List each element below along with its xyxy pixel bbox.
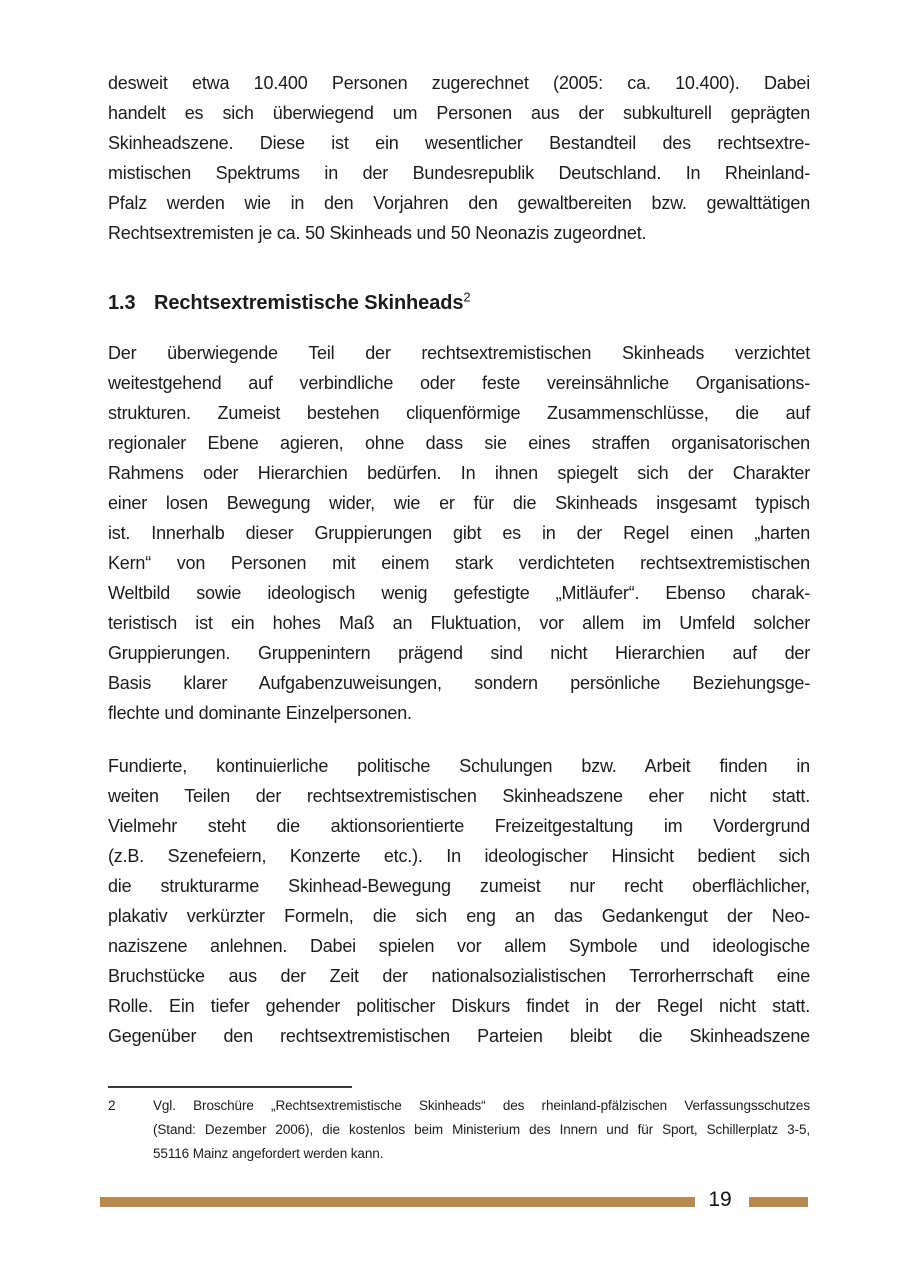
text-line: teristisch ist ein hohes Maß an Fluktuation, vor allem im Umfeld solcher [108,613,810,633]
page-number: 19 [708,1188,732,1211]
text-line: (z.B. Szenefeiern, Konzerte etc.). In ideologischer Hinsicht bedient sich [108,846,810,866]
text-line: 55116 Mainz angefordert werden kann. [153,1146,384,1161]
footnote-reference: 2 [463,289,471,305]
text-line: (Stand: Dezember 2006), die kostenlos beim Ministerium des Innern und für Sport, Schillerplatz 3-5, [153,1122,810,1137]
section-number: 1.3 [108,292,136,314]
text-line: einer losen Bewegung wider, wie er für die Skinheads insgesamt typisch [108,493,810,513]
body-paragraph-2 [108,338,810,728]
text-line: Gegenüber den rechtsextremistischen Parteien bleibt die Skinheadszene [108,1026,810,1046]
text-line: Vgl. Broschüre „Rechtsextremistische Skinheads“ des rheinland-pfälzischen Verfassungsschutzes [153,1098,810,1113]
text-line: strukturen. Zumeist bestehen cliquenförmige Zusammenschlüsse, die auf [108,403,810,423]
body-paragraph-1 [108,68,810,248]
text-line: Skinheadszene. Diese ist ein wesentlicher Bestandteil des rechtsextre- [108,133,810,153]
footnote-marker: 2 [108,1098,116,1113]
text-line: plakativ verkürzter Formeln, die sich eng an das Gedankengut der Neo- [108,906,810,926]
text-line: Rolle. Ein tiefer gehender politischer Diskurs findet in der Regel nicht statt. [108,996,810,1016]
text-line: Fundierte, kontinuierliche politische Schulungen bzw. Arbeit finden in [108,756,810,776]
text-line: mistischen Spektrums in der Bundesrepublik Deutschland. In Rheinland- [108,163,810,183]
footnote [108,1094,810,1166]
section-heading [108,290,810,316]
body-paragraph-3 [108,751,810,1051]
footer-bar-short [749,1197,808,1207]
text-line: regionaler Ebene agieren, ohne dass sie eines straffen organisatorischen [108,433,810,453]
text-line: die strukturarme Skinhead-Bewegung zumeist nur recht oberflächlicher, [108,876,810,896]
text-line: Rechtsextremisten je ca. 50 Skinheads und 50 Neonazis zugeordnet. [108,223,647,243]
text-line: Rahmens oder Hierarchien bedürfen. In ihnen spiegelt sich der Charakter [108,463,810,483]
text-line: Kern“ von Personen mit einem stark verdichteten rechtsextremistischen [108,553,810,573]
text-line: Gruppierungen. Gruppenintern prägend sind nicht Hierarchien auf der [108,643,810,663]
text-line: desweit etwa 10.400 Personen zugerechnet (2005: ca. 10.400). Dabei [108,73,810,93]
text-line: Der überwiegende Teil der rechtsextremistischen Skinheads verzichtet [108,343,810,363]
text-line: Weltbild sowie ideologisch wenig gefestigte „Mitläufer“. Ebenso charak- [108,583,810,603]
footnote-text [153,1094,810,1166]
text-line: handelt es sich überwiegend um Personen aus der subkulturell geprägten [108,103,810,123]
text-line: flechte und dominante Einzelpersonen. [108,703,412,723]
text-line: Basis klarer Aufgabenzuweisungen, sondern persönliche Beziehungsge- [108,673,810,693]
section-title: Rechtsextremistische Skinheads [154,292,464,314]
text-line: Vielmehr steht die aktionsorientierte Freizeitgestaltung im Vordergrund [108,816,810,836]
text-line: Pfalz werden wie in den Vorjahren den gewaltbereiten bzw. gewalttätigen [108,193,810,213]
text-line: weiten Teilen der rechtsextremistischen Skinheadszene eher nicht statt. [108,786,810,806]
text-line: Bruchstücke aus der Zeit der nationalsozialistischen Terrorherrschaft eine [108,966,810,986]
footer-bar-long [100,1197,695,1207]
text-line: naziszene anlehnen. Dabei spielen vor allem Symbole und ideologische [108,936,810,956]
text-line: weitestgehend auf verbindliche oder feste vereinsähnliche Organisations- [108,373,810,393]
footnote-separator [108,1086,352,1088]
text-line: ist. Innerhalb dieser Gruppierungen gibt es in der Regel einen „harten [108,523,810,543]
